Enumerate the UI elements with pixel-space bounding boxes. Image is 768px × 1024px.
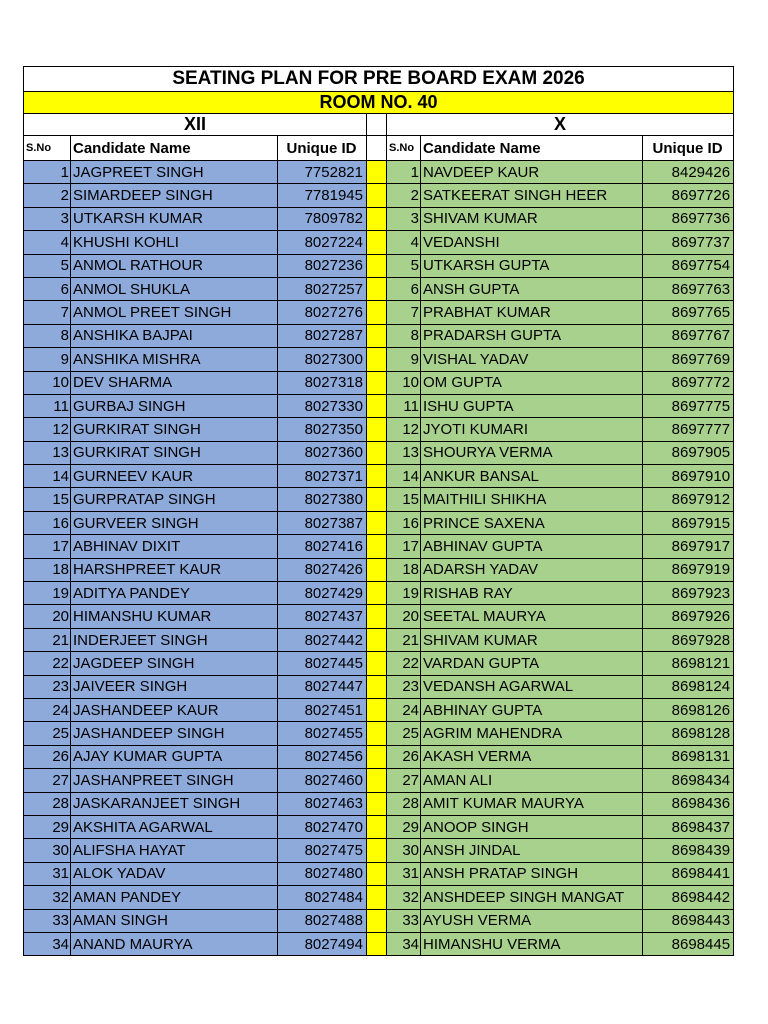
table-row: [24, 207, 734, 230]
x-sno-cell: 11: [387, 394, 421, 417]
separator-cell: [367, 371, 387, 394]
xii-sno-cell: 34: [24, 932, 71, 955]
x-candidate-name-cell: ADARSH YADAV: [421, 558, 643, 581]
x-candidate-name-cell: OM GUPTA: [421, 371, 643, 394]
page-title: SEATING PLAN FOR PRE BOARD EXAM 2026: [24, 67, 734, 92]
x-unique-id-cell: 8697777: [643, 418, 734, 441]
xii-unique-id-cell: 8027287: [278, 324, 367, 347]
separator-cell: [367, 769, 387, 792]
xii-candidate-name-cell: HIMANSHU KUMAR: [71, 605, 278, 628]
x-candidate-name-cell: UTKARSH GUPTA: [421, 254, 643, 277]
xii-sno-cell: 12: [24, 418, 71, 441]
separator-cell: [367, 348, 387, 371]
xii-sno-cell: 25: [24, 722, 71, 745]
xii-unique-id-cell: 8027350: [278, 418, 367, 441]
xii-sno-cell: 27: [24, 769, 71, 792]
table-row: [24, 441, 734, 464]
x-candidate-name-cell: ANKUR BANSAL: [421, 465, 643, 488]
xii-sno-cell: 6: [24, 277, 71, 300]
xii-unique-id-cell: 8027387: [278, 511, 367, 534]
table-row: [24, 418, 734, 441]
table-row: [24, 488, 734, 511]
xii-unique-id-cell: 8027360: [278, 441, 367, 464]
table-row: [24, 231, 734, 254]
xii-sno-cell: 30: [24, 839, 71, 862]
xii-unique-id-cell: 8027257: [278, 277, 367, 300]
x-sno-cell: 20: [387, 605, 421, 628]
x-candidate-name-cell: RISHAB RAY: [421, 582, 643, 605]
table-row: [24, 675, 734, 698]
xii-unique-id-cell: 8027371: [278, 465, 367, 488]
xii-candidate-name-cell: GURNEEV KAUR: [71, 465, 278, 488]
xii-sno-cell: 20: [24, 605, 71, 628]
table-row: [24, 301, 734, 324]
xii-name-header: Candidate Name: [71, 136, 278, 161]
x-sno-cell: 12: [387, 418, 421, 441]
separator-cell: [367, 839, 387, 862]
separator-cell: [367, 535, 387, 558]
xii-unique-id-cell: 8027480: [278, 862, 367, 885]
x-candidate-name-cell: VEDANSHI: [421, 231, 643, 254]
xii-unique-id-cell: 8027460: [278, 769, 367, 792]
xii-sno-header: S.No: [24, 136, 71, 161]
x-candidate-name-cell: SHIVAM KUMAR: [421, 628, 643, 651]
separator-cell: [367, 207, 387, 230]
x-sno-cell: 17: [387, 535, 421, 558]
separator-cell: [367, 675, 387, 698]
x-candidate-name-cell: AGRIM MAHENDRA: [421, 722, 643, 745]
x-sno-cell: 19: [387, 582, 421, 605]
x-sno-cell: 33: [387, 909, 421, 932]
xii-candidate-name-cell: AMAN SINGH: [71, 909, 278, 932]
x-unique-id-cell: 8698445: [643, 932, 734, 955]
separator-cell: [367, 441, 387, 464]
xii-sno-cell: 17: [24, 535, 71, 558]
table-row: [24, 582, 734, 605]
separator-cell: [367, 862, 387, 885]
x-sno-cell: 3: [387, 207, 421, 230]
xii-unique-id-cell: 8027429: [278, 582, 367, 605]
x-sno-cell: 21: [387, 628, 421, 651]
xii-candidate-name-cell: DEV SHARMA: [71, 371, 278, 394]
xii-unique-id-cell: 8027470: [278, 815, 367, 838]
x-unique-id-cell: 8697772: [643, 371, 734, 394]
separator-cell: [367, 745, 387, 768]
xii-unique-id-cell: 8027330: [278, 394, 367, 417]
x-sno-cell: 14: [387, 465, 421, 488]
separator-cell: [367, 184, 387, 207]
xii-candidate-name-cell: ANMOL SHUKLA: [71, 277, 278, 300]
x-candidate-name-cell: ABHINAY GUPTA: [421, 698, 643, 721]
xii-sno-cell: 22: [24, 652, 71, 675]
x-sno-header: S.No: [387, 136, 421, 161]
separator-cell: [367, 488, 387, 511]
xii-unique-id-cell: 8027442: [278, 628, 367, 651]
xii-candidate-name-cell: JAGDEEP SINGH: [71, 652, 278, 675]
x-unique-id-cell: 8697915: [643, 511, 734, 534]
x-sno-cell: 18: [387, 558, 421, 581]
xii-uid-header: Unique ID: [278, 136, 367, 161]
x-candidate-name-cell: AKASH VERMA: [421, 745, 643, 768]
xii-candidate-name-cell: AKSHITA AGARWAL: [71, 815, 278, 838]
x-candidate-name-cell: VEDANSH AGARWAL: [421, 675, 643, 698]
xii-candidate-name-cell: UTKARSH KUMAR: [71, 207, 278, 230]
x-candidate-name-cell: PRADARSH GUPTA: [421, 324, 643, 347]
x-unique-id-cell: 8429426: [643, 161, 734, 184]
xii-candidate-name-cell: JASHANDEEP KAUR: [71, 698, 278, 721]
x-unique-id-cell: 8697754: [643, 254, 734, 277]
x-unique-id-cell: 8697928: [643, 628, 734, 651]
xii-candidate-name-cell: HARSHPREET KAUR: [71, 558, 278, 581]
table-row: [24, 839, 734, 862]
table-row: [24, 184, 734, 207]
x-candidate-name-cell: VARDAN GUPTA: [421, 652, 643, 675]
x-sno-cell: 5: [387, 254, 421, 277]
x-unique-id-cell: 8697905: [643, 441, 734, 464]
separator-cell: [367, 722, 387, 745]
table-row: [24, 465, 734, 488]
xii-sno-cell: 11: [24, 394, 71, 417]
separator-cell: [367, 886, 387, 909]
separator-cell: [367, 254, 387, 277]
table-row: [24, 511, 734, 534]
xii-unique-id-cell: 8027456: [278, 745, 367, 768]
x-candidate-name-cell: SHOURYA VERMA: [421, 441, 643, 464]
x-sno-cell: 16: [387, 511, 421, 534]
xii-candidate-name-cell: GURKIRAT SINGH: [71, 441, 278, 464]
table-row: [24, 698, 734, 721]
x-sno-cell: 27: [387, 769, 421, 792]
x-sno-cell: 9: [387, 348, 421, 371]
x-uid-header: Unique ID: [643, 136, 734, 161]
xii-sno-cell: 9: [24, 348, 71, 371]
table-row: [24, 909, 734, 932]
x-sno-cell: 30: [387, 839, 421, 862]
table-row: [24, 745, 734, 768]
xii-candidate-name-cell: INDERJEET SINGH: [71, 628, 278, 651]
separator-cell: [367, 324, 387, 347]
xii-sno-cell: 5: [24, 254, 71, 277]
x-candidate-name-cell: ISHU GUPTA: [421, 394, 643, 417]
xii-sno-cell: 1: [24, 161, 71, 184]
table-row: [24, 628, 734, 651]
x-candidate-name-cell: AMIT KUMAR MAURYA: [421, 792, 643, 815]
x-unique-id-cell: 8697912: [643, 488, 734, 511]
xii-sno-cell: 26: [24, 745, 71, 768]
xii-candidate-name-cell: GURBAJ SINGH: [71, 394, 278, 417]
x-unique-id-cell: 8697926: [643, 605, 734, 628]
xii-candidate-name-cell: JASKARANJEET SINGH: [71, 792, 278, 815]
x-candidate-name-cell: SATKEERAT SINGH HEER: [421, 184, 643, 207]
x-sno-cell: 32: [387, 886, 421, 909]
x-sno-cell: 7: [387, 301, 421, 324]
x-unique-id-cell: 8698434: [643, 769, 734, 792]
xii-sno-cell: 28: [24, 792, 71, 815]
xii-sno-cell: 33: [24, 909, 71, 932]
xii-candidate-name-cell: ANSHIKA BAJPAI: [71, 324, 278, 347]
xii-unique-id-cell: 8027447: [278, 675, 367, 698]
xii-sno-cell: 21: [24, 628, 71, 651]
xii-sno-cell: 10: [24, 371, 71, 394]
xii-sno-cell: 31: [24, 862, 71, 885]
x-candidate-name-cell: AMAN ALI: [421, 769, 643, 792]
x-sno-cell: 13: [387, 441, 421, 464]
xii-candidate-name-cell: GURVEER SINGH: [71, 511, 278, 534]
separator-cell: [367, 511, 387, 534]
x-unique-id-cell: 8697919: [643, 558, 734, 581]
x-sno-cell: 10: [387, 371, 421, 394]
xii-sno-cell: 7: [24, 301, 71, 324]
x-candidate-name-cell: ANSH GUPTA: [421, 277, 643, 300]
x-sno-cell: 28: [387, 792, 421, 815]
x-unique-id-cell: 8698124: [643, 675, 734, 698]
xii-unique-id-cell: 8027484: [278, 886, 367, 909]
x-candidate-name-cell: AYUSH VERMA: [421, 909, 643, 932]
xii-unique-id-cell: 8027463: [278, 792, 367, 815]
xii-sno-cell: 14: [24, 465, 71, 488]
x-sno-cell: 31: [387, 862, 421, 885]
separator-cell: [367, 231, 387, 254]
x-unique-id-cell: 8697769: [643, 348, 734, 371]
xii-unique-id-cell: 8027300: [278, 348, 367, 371]
x-sno-cell: 24: [387, 698, 421, 721]
table-row: [24, 277, 734, 300]
xii-candidate-name-cell: SIMARDEEP SINGH: [71, 184, 278, 207]
x-candidate-name-cell: NAVDEEP KAUR: [421, 161, 643, 184]
x-unique-id-cell: 8697910: [643, 465, 734, 488]
separator-cell: [367, 465, 387, 488]
seating-plan-table: [23, 66, 734, 956]
x-candidate-name-cell: JYOTI KUMARI: [421, 418, 643, 441]
table-row: [24, 324, 734, 347]
x-candidate-name-cell: ANOOP SINGH: [421, 815, 643, 838]
x-candidate-name-cell: PRINCE SAXENA: [421, 511, 643, 534]
separator-cell: [367, 114, 387, 136]
table-row: [24, 394, 734, 417]
separator-cell: [367, 932, 387, 955]
x-unique-id-cell: 8697775: [643, 394, 734, 417]
xii-unique-id-cell: 8027380: [278, 488, 367, 511]
xii-candidate-name-cell: GURKIRAT SINGH: [71, 418, 278, 441]
separator-cell: [367, 418, 387, 441]
table-row: [24, 769, 734, 792]
x-candidate-name-cell: ANSH JINDAL: [421, 839, 643, 862]
xii-unique-id-cell: 8027494: [278, 932, 367, 955]
separator-cell: [367, 582, 387, 605]
xii-candidate-name-cell: GURPRATAP SINGH: [71, 488, 278, 511]
x-sno-cell: 29: [387, 815, 421, 838]
x-unique-id-cell: 8698121: [643, 652, 734, 675]
xii-sno-cell: 2: [24, 184, 71, 207]
separator-cell: [367, 815, 387, 838]
x-sno-cell: 34: [387, 932, 421, 955]
xii-candidate-name-cell: KHUSHI KOHLI: [71, 231, 278, 254]
table-row: [24, 815, 734, 838]
x-unique-id-cell: 8698437: [643, 815, 734, 838]
xii-sno-cell: 4: [24, 231, 71, 254]
xii-candidate-name-cell: ANMOL PREET SINGH: [71, 301, 278, 324]
x-sno-cell: 1: [387, 161, 421, 184]
x-sno-cell: 22: [387, 652, 421, 675]
xii-unique-id-cell: 8027236: [278, 254, 367, 277]
separator-cell: [367, 792, 387, 815]
x-name-header: Candidate Name: [421, 136, 643, 161]
xii-unique-id-cell: 8027455: [278, 722, 367, 745]
x-unique-id-cell: 8697726: [643, 184, 734, 207]
x-candidate-name-cell: VISHAL YADAV: [421, 348, 643, 371]
x-unique-id-cell: 8697736: [643, 207, 734, 230]
xii-candidate-name-cell: ANAND MAURYA: [71, 932, 278, 955]
xii-unique-id-cell: 8027451: [278, 698, 367, 721]
x-candidate-name-cell: SEETAL MAURYA: [421, 605, 643, 628]
x-sno-cell: 15: [387, 488, 421, 511]
xii-sno-cell: 18: [24, 558, 71, 581]
x-unique-id-cell: 8697767: [643, 324, 734, 347]
xii-sno-cell: 8: [24, 324, 71, 347]
separator-cell: [367, 136, 387, 161]
x-candidate-name-cell: ABHINAV GUPTA: [421, 535, 643, 558]
x-candidate-name-cell: HIMANSHU VERMA: [421, 932, 643, 955]
x-unique-id-cell: 8698439: [643, 839, 734, 862]
x-candidate-name-cell: ANSH PRATAP SINGH: [421, 862, 643, 885]
xii-candidate-name-cell: JAIVEER SINGH: [71, 675, 278, 698]
x-sno-cell: 26: [387, 745, 421, 768]
xii-candidate-name-cell: JASHANDEEP SINGH: [71, 722, 278, 745]
xii-candidate-name-cell: ABHINAV DIXIT: [71, 535, 278, 558]
xii-candidate-name-cell: ANSHIKA MISHRA: [71, 348, 278, 371]
xii-unique-id-cell: 7781945: [278, 184, 367, 207]
xii-candidate-name-cell: AMAN PANDEY: [71, 886, 278, 909]
xii-sno-cell: 32: [24, 886, 71, 909]
xii-candidate-name-cell: ALIFSHA HAYAT: [71, 839, 278, 862]
table-row: [24, 535, 734, 558]
separator-cell: [367, 909, 387, 932]
separator-cell: [367, 301, 387, 324]
separator-cell: [367, 558, 387, 581]
xii-candidate-name-cell: JAGPREET SINGH: [71, 161, 278, 184]
xii-sno-cell: 24: [24, 698, 71, 721]
xii-sno-cell: 29: [24, 815, 71, 838]
xii-unique-id-cell: 8027224: [278, 231, 367, 254]
seating-plan-sheet: [23, 66, 733, 956]
separator-cell: [367, 652, 387, 675]
x-unique-id-cell: 8698442: [643, 886, 734, 909]
class-xii-label: XII: [24, 114, 367, 136]
xii-unique-id-cell: 8027426: [278, 558, 367, 581]
separator-cell: [367, 628, 387, 651]
xii-candidate-name-cell: ALOK YADAV: [71, 862, 278, 885]
separator-cell: [367, 277, 387, 300]
xii-unique-id-cell: 8027416: [278, 535, 367, 558]
xii-sno-cell: 19: [24, 582, 71, 605]
room-number: ROOM NO. 40: [24, 92, 734, 114]
x-unique-id-cell: 8698128: [643, 722, 734, 745]
table-row: [24, 348, 734, 371]
xii-unique-id-cell: 8027318: [278, 371, 367, 394]
table-row: [24, 792, 734, 815]
table-row: [24, 862, 734, 885]
table-row: [24, 161, 734, 184]
xii-candidate-name-cell: AJAY KUMAR GUPTA: [71, 745, 278, 768]
x-unique-id-cell: 8697737: [643, 231, 734, 254]
x-sno-cell: 4: [387, 231, 421, 254]
x-sno-cell: 2: [387, 184, 421, 207]
table-row: [24, 652, 734, 675]
x-unique-id-cell: 8698436: [643, 792, 734, 815]
xii-sno-cell: 15: [24, 488, 71, 511]
x-unique-id-cell: 8698443: [643, 909, 734, 932]
separator-cell: [367, 698, 387, 721]
xii-unique-id-cell: 8027445: [278, 652, 367, 675]
table-row: [24, 886, 734, 909]
xii-unique-id-cell: 8027475: [278, 839, 367, 862]
xii-unique-id-cell: 8027437: [278, 605, 367, 628]
xii-sno-cell: 3: [24, 207, 71, 230]
x-unique-id-cell: 8697763: [643, 277, 734, 300]
x-unique-id-cell: 8697917: [643, 535, 734, 558]
xii-unique-id-cell: 8027488: [278, 909, 367, 932]
x-candidate-name-cell: MAITHILI SHIKHA: [421, 488, 643, 511]
xii-candidate-name-cell: JASHANPREET SINGH: [71, 769, 278, 792]
separator-cell: [367, 161, 387, 184]
x-sno-cell: 25: [387, 722, 421, 745]
xii-candidate-name-cell: ADITYA PANDEY: [71, 582, 278, 605]
x-unique-id-cell: 8697923: [643, 582, 734, 605]
x-candidate-name-cell: ANSHDEEP SINGH MANGAT: [421, 886, 643, 909]
xii-sno-cell: 13: [24, 441, 71, 464]
x-candidate-name-cell: SHIVAM KUMAR: [421, 207, 643, 230]
xii-unique-id-cell: 8027276: [278, 301, 367, 324]
x-candidate-name-cell: PRABHAT KUMAR: [421, 301, 643, 324]
table-row: [24, 932, 734, 955]
x-sno-cell: 23: [387, 675, 421, 698]
table-row: [24, 722, 734, 745]
table-row: [24, 254, 734, 277]
xii-unique-id-cell: 7809782: [278, 207, 367, 230]
xii-unique-id-cell: 7752821: [278, 161, 367, 184]
xii-sno-cell: 23: [24, 675, 71, 698]
x-unique-id-cell: 8698126: [643, 698, 734, 721]
x-unique-id-cell: 8698441: [643, 862, 734, 885]
xii-sno-cell: 16: [24, 511, 71, 534]
separator-cell: [367, 605, 387, 628]
x-sno-cell: 8: [387, 324, 421, 347]
table-row: [24, 558, 734, 581]
x-sno-cell: 6: [387, 277, 421, 300]
class-x-label: X: [387, 114, 734, 136]
x-unique-id-cell: 8698131: [643, 745, 734, 768]
table-row: [24, 371, 734, 394]
table-row: [24, 605, 734, 628]
xii-candidate-name-cell: ANMOL RATHOUR: [71, 254, 278, 277]
x-unique-id-cell: 8697765: [643, 301, 734, 324]
separator-cell: [367, 394, 387, 417]
